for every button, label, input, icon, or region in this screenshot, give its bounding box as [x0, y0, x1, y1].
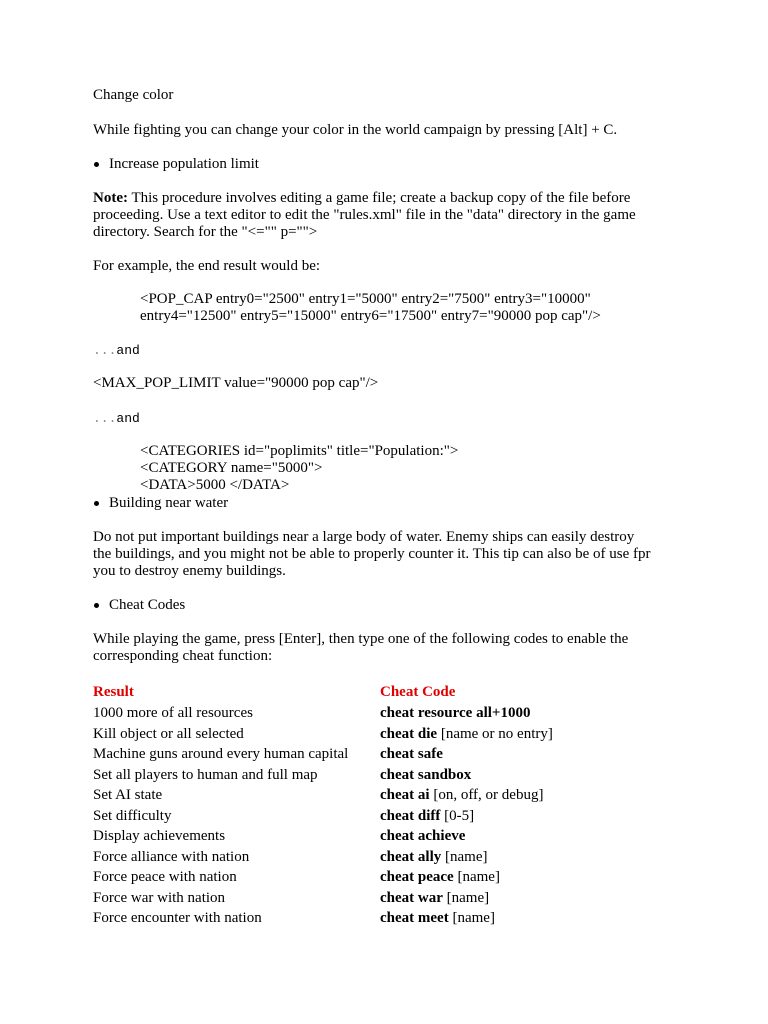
water-paragraph-line-2: the buildings, and you might not be able to properly counter it. This tip can also be of use fpr [93, 546, 651, 562]
table-row-code [380, 808, 474, 825]
heading-change-color: Change color [93, 87, 174, 103]
and-word: and [116, 343, 140, 358]
table-row-code [380, 910, 495, 927]
table-row-result: Force encounter with nation [93, 910, 262, 926]
note-line-1 [93, 190, 630, 207]
table-row-code [380, 787, 543, 804]
cheat-intro-line-2: corresponding cheat function: [93, 648, 273, 664]
table-row-code [380, 890, 489, 907]
table-row-result: Kill object or all selected [93, 726, 244, 742]
code-categories-line-3: <DATA>5000 </DATA> [140, 477, 290, 493]
and-separator-1 [93, 342, 140, 359]
bullet-icon [94, 603, 99, 608]
table-row-code [380, 828, 465, 845]
cheat-command: cheat meet [380, 910, 449, 926]
cheat-command: cheat resource all+1000 [380, 705, 531, 721]
table-row-result: Force alliance with nation [93, 849, 250, 865]
table-row-code [380, 767, 471, 784]
cheat-command: cheat sandbox [380, 767, 472, 783]
ellipsis: ... [93, 343, 117, 358]
bullet-icon [94, 501, 99, 506]
table-header-result: Result [93, 684, 134, 700]
cheat-argument: [0-5] [440, 808, 475, 824]
cheat-intro-line-1: While playing the game, press [Enter], then type one of the following codes to enable the [93, 631, 629, 647]
cheat-command: cheat die [380, 726, 438, 742]
bullet-cheat-codes: Cheat Codes [109, 597, 186, 613]
table-row-result: Set AI state [93, 787, 163, 803]
table-row-code [380, 726, 553, 743]
table-row-result: Force war with nation [93, 890, 226, 906]
and-separator-2 [93, 410, 140, 427]
table-row-result: Force peace with nation [93, 869, 237, 885]
table-row-result: Set all players to human and full map [93, 767, 318, 783]
table-row-code [380, 849, 487, 866]
code-max-pop-limit: <MAX_POP_LIMIT value="90000 pop cap"/> [93, 375, 379, 391]
cheat-command: cheat diff [380, 808, 441, 824]
table-row-code [380, 746, 443, 763]
cheat-command: cheat war [380, 890, 443, 906]
example-intro: For example, the end result would be: [93, 258, 321, 274]
cheat-command: cheat ai [380, 787, 430, 803]
cheat-argument: [name] [442, 890, 490, 906]
table-row-code [380, 869, 500, 886]
water-paragraph-line-1: Do not put important buildings near a large body of water. Enemy ships can easily destroy [93, 529, 635, 545]
table-row-result: 1000 more of all resources [93, 705, 253, 721]
water-paragraph-line-3: you to destroy enemy buildings. [93, 563, 286, 579]
code-categories-line-1: <CATEGORIES id="poplimits" title="Population:"> [140, 443, 459, 459]
cheat-command: cheat safe [380, 746, 443, 762]
cheat-argument: [name] [448, 910, 495, 926]
table-row-result: Display achievements [93, 828, 226, 844]
bullet-increase-population: Increase population limit [109, 156, 259, 172]
note-text-1: This procedure involves editing a game file; create a backup copy of the file before [127, 190, 631, 206]
cheat-argument: [name] [441, 849, 488, 865]
paragraph-change-color: While fighting you can change your color in the world campaign by pressing [Alt] + C. [93, 122, 618, 138]
note-line-2: proceeding. Use a text editor to edit the "rules.xml" file in the "data" directory in the game [93, 207, 636, 223]
bullet-building-near-water: Building near water [109, 495, 229, 511]
note-label: Note: [93, 190, 128, 206]
code-pop-cap-line-1: <POP_CAP entry0="2500" entry1="5000" entry2="7500" entry3="10000" [140, 291, 591, 307]
and-word: and [116, 411, 140, 426]
table-header-cheat-code: Cheat Code [380, 684, 456, 700]
cheat-command: cheat peace [380, 869, 454, 885]
cheat-argument: [name or no entry] [437, 726, 553, 742]
table-row-code [380, 705, 530, 722]
cheat-argument: [on, off, or debug] [429, 787, 544, 803]
table-row-result: Set difficulty [93, 808, 172, 824]
cheat-command: cheat achieve [380, 828, 466, 844]
cheat-command: cheat ally [380, 849, 442, 865]
bullet-icon [94, 162, 99, 167]
code-categories-line-2: <CATEGORY name="5000"> [140, 460, 323, 476]
code-pop-cap-line-2: entry4="12500" entry5="15000" entry6="17500" entry7="90000 pop cap"/> [140, 308, 601, 324]
note-line-3: directory. Search for the "<="" p=""> [93, 224, 318, 240]
ellipsis: ... [93, 411, 117, 426]
table-row-result: Machine guns around every human capital [93, 746, 349, 762]
cheat-argument: [name] [453, 869, 500, 885]
